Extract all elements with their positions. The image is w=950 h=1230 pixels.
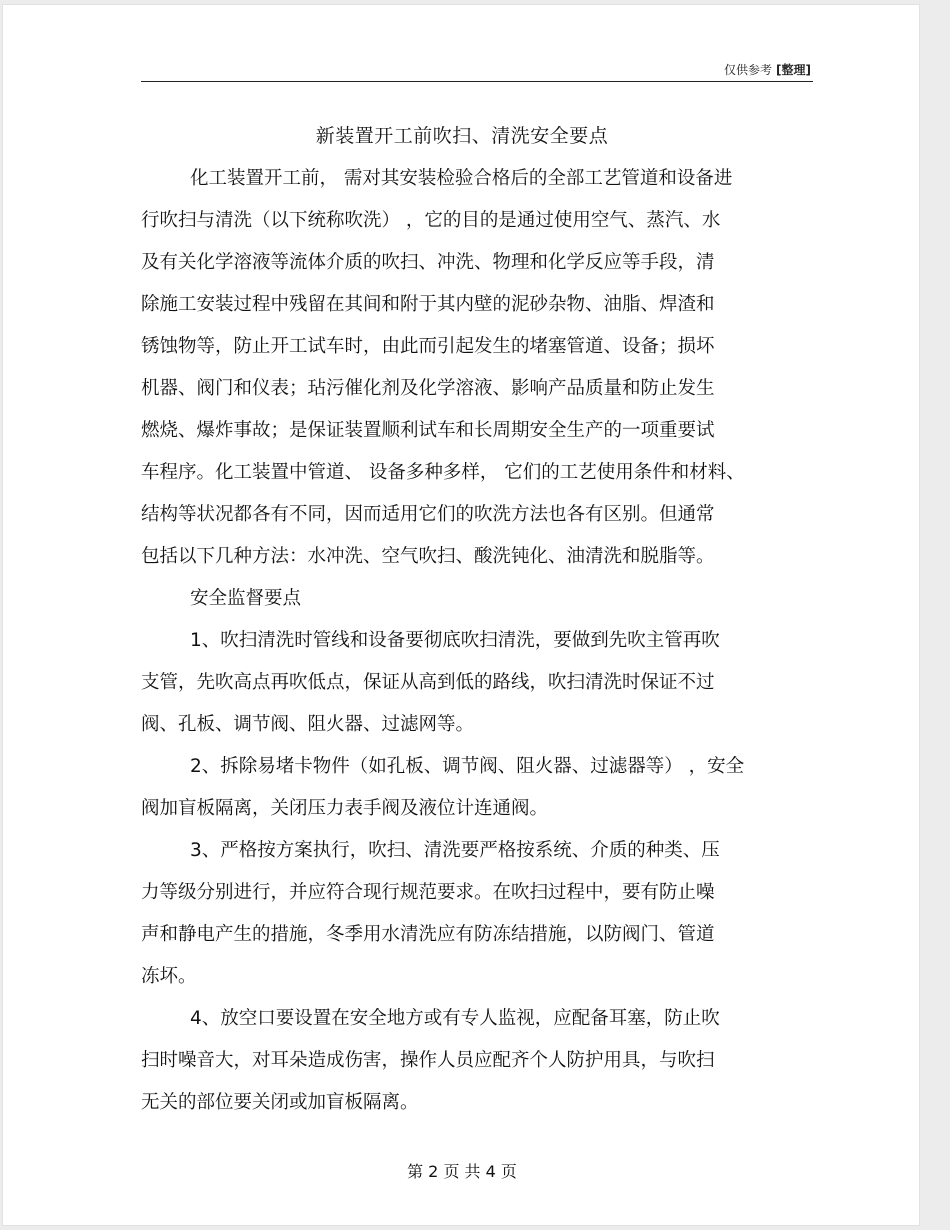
paragraph-line: 3、严格按方案执行，吹扫、清洗要严格按系统、介质的种类、压 bbox=[190, 840, 720, 861]
paragraph-line: 车程序。化工装置中管道、 设备多种多样， 它们的工艺使用条件和材料、 bbox=[141, 462, 745, 483]
paragraph-line: 及有关化学溶液等流体介质的吹扫、冲洗、物理和化学反应等手段，清 bbox=[141, 252, 715, 273]
paragraph-line: 1、吹扫清洗时管线和设备要彻底吹扫清洗，要做到先吹主管再吹 bbox=[190, 630, 720, 651]
paragraph-line: 锈蚀物等，防止开工试车时，由此而引起发生的堵塞管道、设备；损坏 bbox=[141, 336, 715, 357]
paragraph-line: 包括以下几种方法：水冲洗、空气吹扫、酸洗钝化、油清洗和脱脂等。 bbox=[141, 546, 715, 567]
paragraph-line: 冻坏。 bbox=[141, 966, 197, 987]
paragraph-line: 机器、阀门和仪表；玷污催化剂及化学溶液、影响产品质量和防止发生 bbox=[141, 378, 715, 399]
header-tag: [整理] bbox=[776, 63, 811, 77]
section-heading: 安全监督要点 bbox=[190, 588, 302, 609]
document-page bbox=[2, 4, 920, 1226]
paragraph-line: 燃烧、爆炸事故；是保证装置顺利试车和长周期安全生产的一项重要试 bbox=[141, 420, 715, 441]
header-text: 仅供参考 bbox=[724, 63, 773, 77]
page-footer: 第 2 页 共 4 页 bbox=[407, 1162, 517, 1181]
paragraph-line: 结构等状况都各有不同，因而适用它们的吹洗方法也各有区别。但通常 bbox=[141, 504, 715, 525]
paragraph-line: 阀、孔板、调节阀、阻火器、过滤网等。 bbox=[141, 714, 475, 735]
paragraph-line: 4、放空口要设置在安全地方或有专人监视，应配备耳塞，防止吹 bbox=[190, 1008, 720, 1029]
paragraph-line: 2、拆除易堵卡物件（如孔板、调节阀、阻火器、过滤器等） ，安全 bbox=[190, 756, 745, 777]
paragraph-line: 扫时噪音大，对耳朵造成伤害，操作人员应配齐个人防护用具，与吹扫 bbox=[141, 1050, 715, 1071]
document-title: 新装置开工前吹扫、清洗安全要点 bbox=[315, 125, 609, 147]
page-header bbox=[141, 57, 813, 82]
paragraph-line: 力等级分别进行，并应符合现行规范要求。在吹扫过程中，要有防止噪 bbox=[141, 882, 715, 903]
paragraph-line: 除施工安装过程中残留在其间和附于其内壁的泥砂杂物、油脂、焊渣和 bbox=[141, 294, 715, 315]
paragraph-line: 无关的部位要关闭或加盲板隔离。 bbox=[141, 1092, 419, 1113]
paragraph-line: 行吹扫与清洗（以下统称吹洗） ，它的目的是通过使用空气、蒸汽、水 bbox=[141, 210, 721, 231]
paragraph-line: 支管，先吹高点再吹低点，保证从高到低的路线，吹扫清洗时保证不过 bbox=[141, 672, 715, 693]
paragraph-line: 化工装置开工前， 需对其安装检验合格后的全部工艺管道和设备进 bbox=[190, 168, 733, 189]
paragraph-line: 声和静电产生的措施，冬季用水清洗应有防冻结措施，以防阀门、管道 bbox=[141, 924, 715, 945]
paragraph-line: 阀加盲板隔离，关闭压力表手阀及液位计连通阀。 bbox=[141, 798, 549, 819]
document-body bbox=[141, 158, 821, 1124]
header-note bbox=[724, 61, 811, 78]
